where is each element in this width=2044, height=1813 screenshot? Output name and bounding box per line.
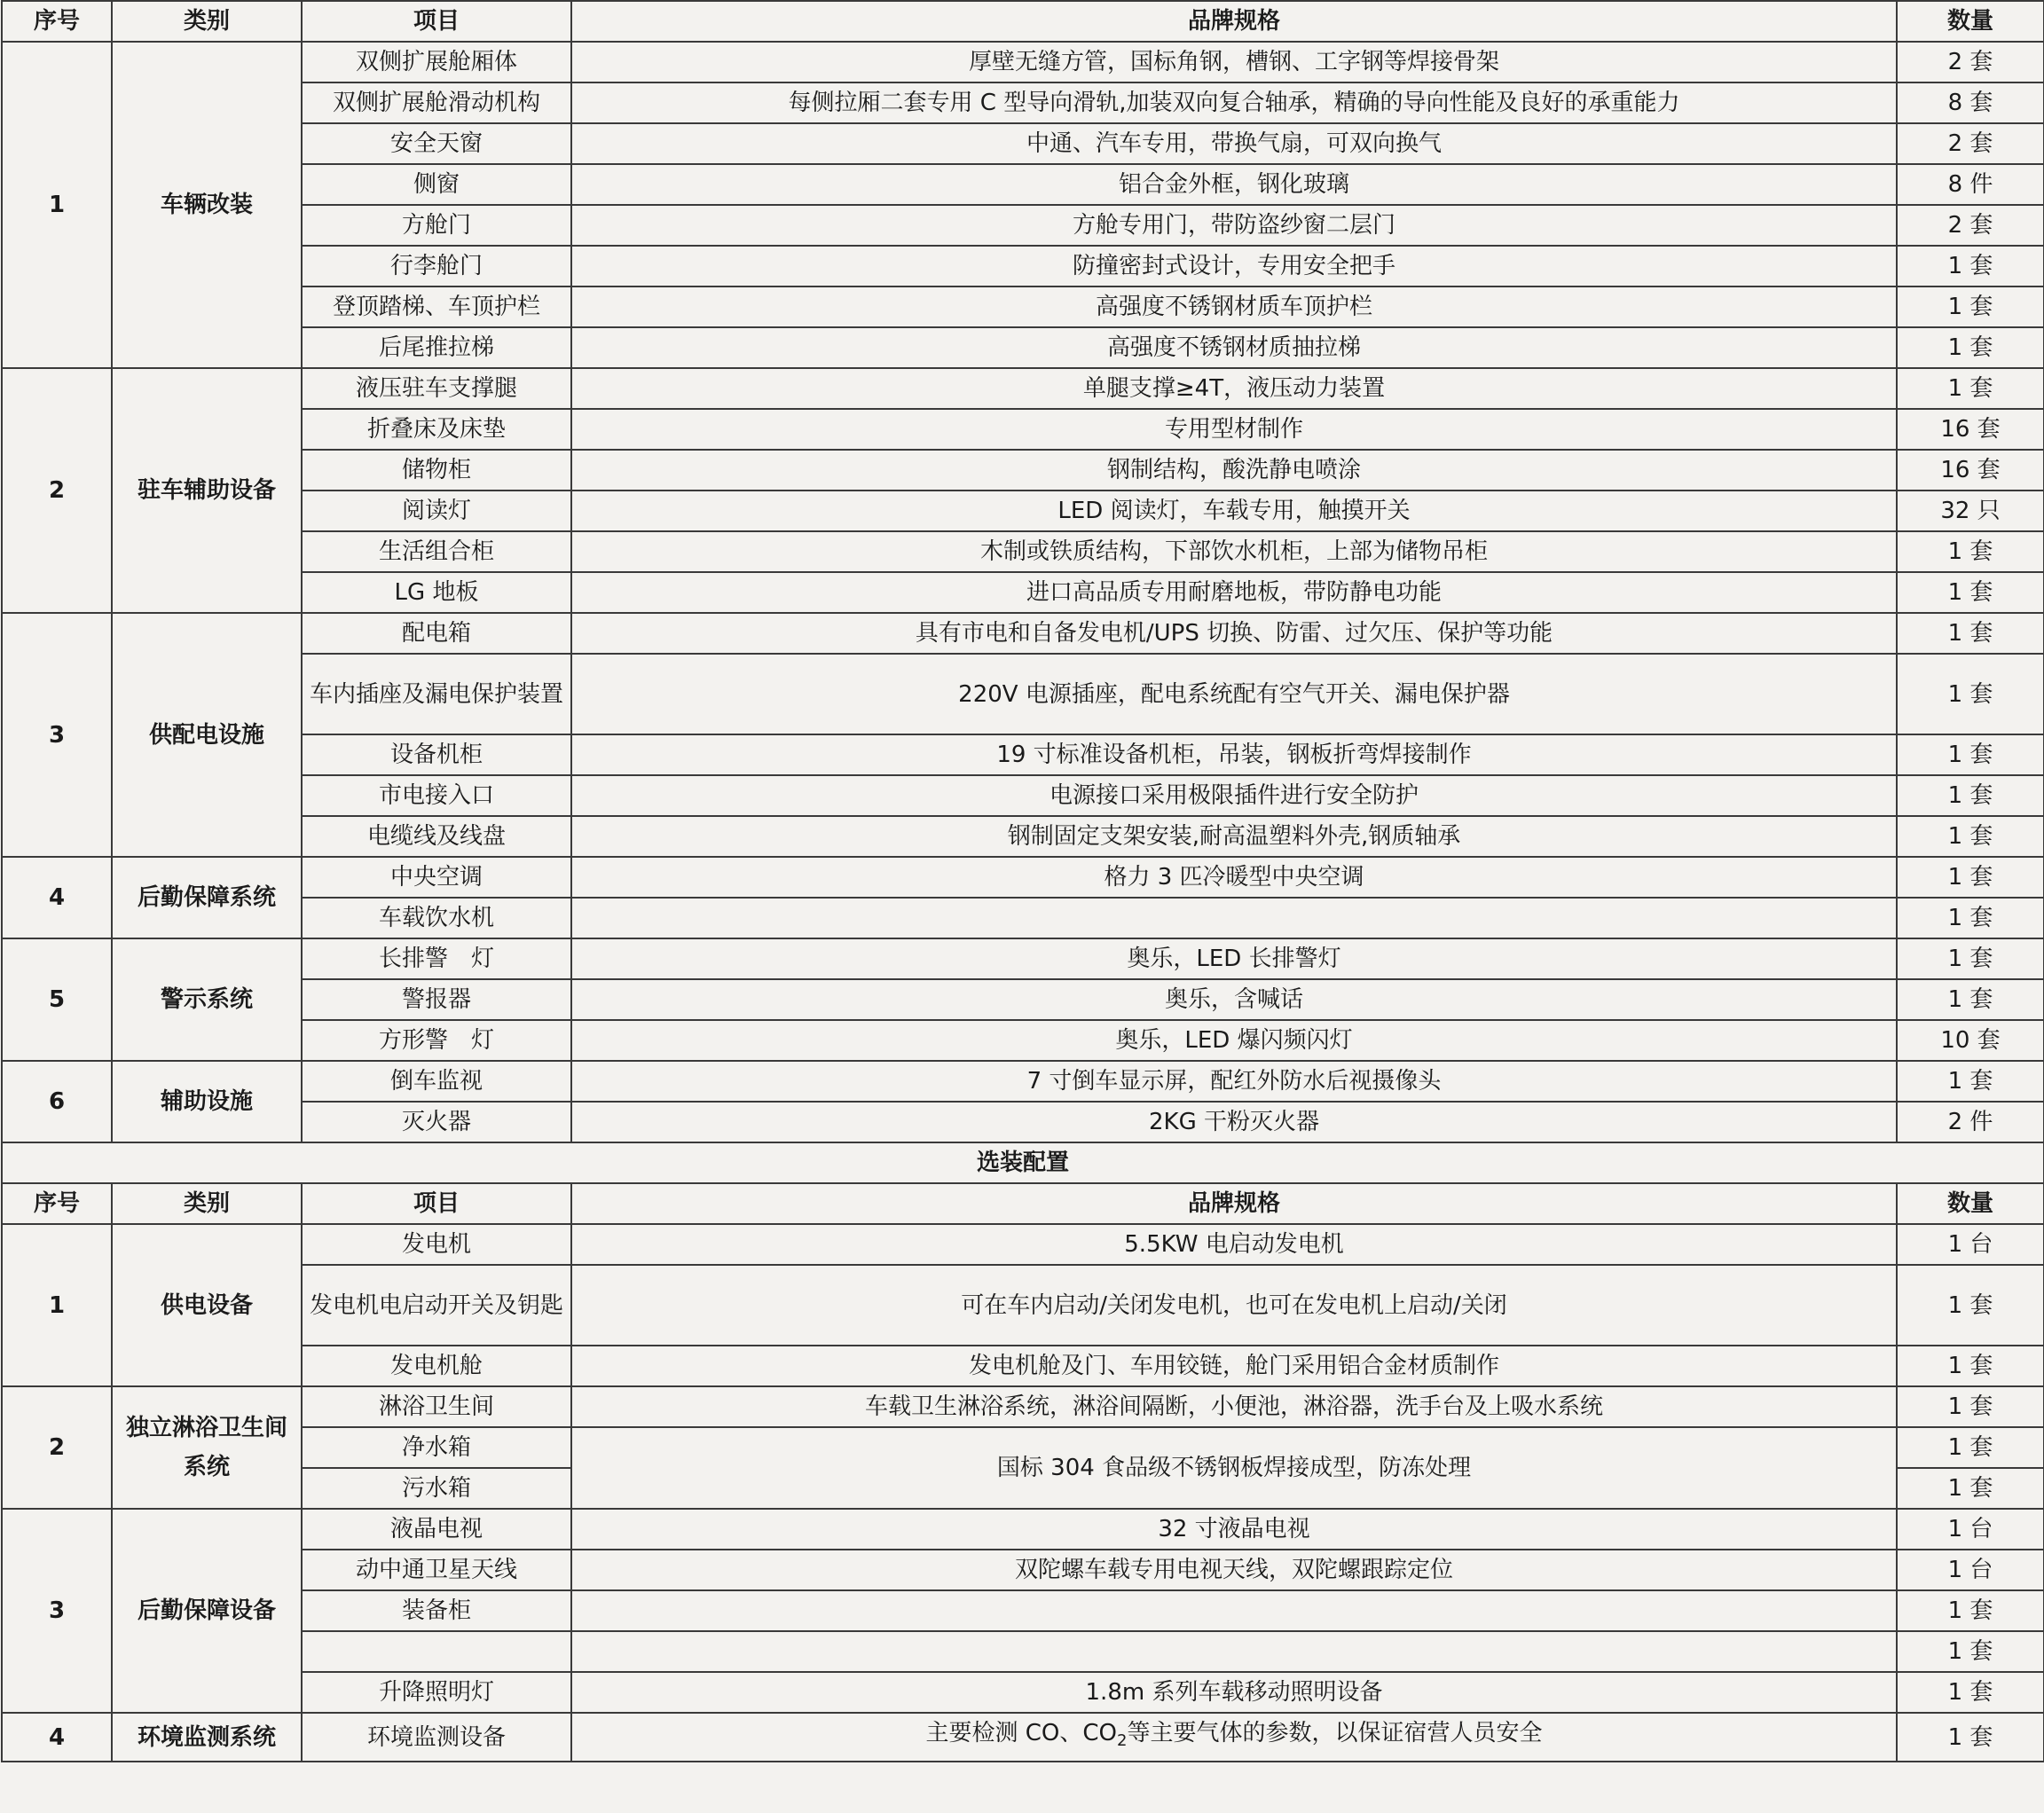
- table-row: [2, 531, 2044, 572]
- group-category: 环境监测系统: [112, 1713, 302, 1762]
- item-qty: 1 套: [1897, 938, 2044, 979]
- table-row: [2, 246, 2044, 286]
- table-row: [2, 898, 2044, 938]
- table-row: [2, 1020, 2044, 1061]
- item-name: 市电接入口: [302, 775, 571, 816]
- table-row: [2, 734, 2044, 775]
- group-number: 3: [2, 1509, 112, 1713]
- item-name: 方舱门: [302, 205, 571, 246]
- item-spec: 国标 304 食品级不锈钢板焊接成型，防冻处理: [571, 1427, 1897, 1509]
- item-qty: 1 套: [1897, 1590, 2044, 1631]
- item-spec: 奥乐，含喊话: [571, 979, 1897, 1020]
- header-row: [2, 1183, 2044, 1224]
- table-row: [2, 286, 2044, 327]
- item-qty: 8 套: [1897, 82, 2044, 123]
- item-spec: 防撞密封式设计，专用安全把手: [571, 246, 1897, 286]
- group-number: 1: [2, 1224, 112, 1386]
- item-spec: 厚壁无缝方管，国标角钢，槽钢、工字钢等焊接骨架: [571, 42, 1897, 82]
- table-row: [2, 1386, 2044, 1427]
- table-row: [2, 1590, 2044, 1631]
- spec-text-part: 主要检测 CO、CO: [925, 1720, 1118, 1746]
- group-category: 驻车辅助设备: [112, 368, 302, 613]
- table-row: [2, 1346, 2044, 1386]
- item-qty: 1 套: [1897, 613, 2044, 654]
- item-spec: 钢制结构，酸洗静电喷涂: [571, 450, 1897, 491]
- item-qty: 1 套: [1897, 734, 2044, 775]
- table-row: [2, 613, 2044, 654]
- header-item: 项目: [302, 1183, 571, 1224]
- header-row: [2, 1, 2044, 42]
- group-category: 供配电设施: [112, 613, 302, 857]
- item-name: 灭火器: [302, 1102, 571, 1142]
- item-spec: 电源接口采用极限插件进行安全防护: [571, 775, 1897, 816]
- item-spec: 奥乐，LED 爆闪频闪灯: [571, 1020, 1897, 1061]
- item-spec: 发电机舱及门、车用铰链，舱门采用铝合金材质制作: [571, 1346, 1897, 1386]
- item-spec: [571, 898, 1897, 938]
- table-row: [2, 1672, 2044, 1713]
- item-spec: 高强度不锈钢材质抽拉梯: [571, 327, 1897, 368]
- item-qty: 1 套: [1897, 1386, 2044, 1427]
- table-row: [2, 1265, 2044, 1346]
- table-row: [2, 450, 2044, 491]
- header-category: 类别: [112, 1183, 302, 1224]
- item-spec: 32 寸液晶电视: [571, 1509, 1897, 1550]
- table-row: [2, 1102, 2044, 1142]
- optional-section-title: 选装配置: [2, 1142, 2044, 1183]
- header-qty: 数量: [1897, 1183, 2044, 1224]
- item-spec: 单腿支撑≥4T，液压动力装置: [571, 368, 1897, 409]
- item-qty: 1 套: [1897, 1427, 2044, 1468]
- item-spec: LED 阅读灯，车载专用，触摸开关: [571, 491, 1897, 531]
- group-category: 车辆改装: [112, 42, 302, 368]
- item-qty: 1 套: [1897, 816, 2044, 857]
- group-number: 6: [2, 1061, 112, 1142]
- item-qty: 16 套: [1897, 450, 2044, 491]
- group-category: 供电设备: [112, 1224, 302, 1386]
- item-name: LG 地板: [302, 572, 571, 613]
- item-name: 污水箱: [302, 1468, 571, 1509]
- group-number: 1: [2, 42, 112, 368]
- item-name: 动中通卫星天线: [302, 1550, 571, 1590]
- item-spec: 奥乐，LED 长排警灯: [571, 938, 1897, 979]
- item-name: 行李舱门: [302, 246, 571, 286]
- item-name: 设备机柜: [302, 734, 571, 775]
- group-category: 后勤保障系统: [112, 857, 302, 938]
- header-spec: 品牌规格: [571, 1183, 1897, 1224]
- table-row: [2, 327, 2044, 368]
- table-row: [2, 1224, 2044, 1265]
- item-name: 后尾推拉梯: [302, 327, 571, 368]
- item-name: 阅读灯: [302, 491, 571, 531]
- table-row: [2, 1550, 2044, 1590]
- item-spec: [571, 1590, 1897, 1631]
- group-category: 独立淋浴卫生间系统: [112, 1386, 302, 1509]
- table-row: [2, 1061, 2044, 1102]
- item-spec: 钢制固定支架安装,耐高温塑料外壳,钢质轴承: [571, 816, 1897, 857]
- table-row: [2, 123, 2044, 164]
- item-qty: 1 套: [1897, 979, 2044, 1020]
- group-number: 4: [2, 857, 112, 938]
- item-qty: 1 套: [1897, 775, 2044, 816]
- table-row: [2, 654, 2044, 734]
- item-name: [302, 1631, 571, 1672]
- group-number: 2: [2, 368, 112, 613]
- item-qty: 1 套: [1897, 286, 2044, 327]
- item-qty: 1 套: [1897, 1631, 2044, 1672]
- item-name: 车内插座及漏电保护装置: [302, 654, 571, 734]
- group-number: 5: [2, 938, 112, 1061]
- item-qty: 1 台: [1897, 1550, 2044, 1590]
- item-spec: 高强度不锈钢材质车顶护栏: [571, 286, 1897, 327]
- item-name: 储物柜: [302, 450, 571, 491]
- item-spec: 1.8m 系列车载移动照明设备: [571, 1672, 1897, 1713]
- item-qty: 1 套: [1897, 1265, 2044, 1346]
- item-name: 发电机电启动开关及钥匙: [302, 1265, 571, 1346]
- item-spec: 中通、汽车专用，带换气扇，可双向换气: [571, 123, 1897, 164]
- table-row: [2, 164, 2044, 205]
- item-spec: 每侧拉厢二套专用 C 型导向滑轨,加装双向复合轴承，精确的导向性能及良好的承重能力: [571, 82, 1897, 123]
- item-spec: 5.5KW 电启动发电机: [571, 1224, 1897, 1265]
- item-qty: 1 套: [1897, 1672, 2044, 1713]
- item-name: 折叠床及床垫: [302, 409, 571, 450]
- table-row: [2, 1427, 2044, 1468]
- item-qty: 1 套: [1897, 1713, 2044, 1762]
- item-name: 警报器: [302, 979, 571, 1020]
- group-number: 4: [2, 1713, 112, 1762]
- item-qty: 8 件: [1897, 164, 2044, 205]
- item-qty: 1 台: [1897, 1224, 2044, 1265]
- table-row: [2, 1713, 2044, 1762]
- item-name: 侧窗: [302, 164, 571, 205]
- item-qty: 1 套: [1897, 857, 2044, 898]
- table-row: [2, 205, 2044, 246]
- item-spec: 具有市电和自备发电机/UPS 切换、防雷、过欠压、保护等功能: [571, 613, 1897, 654]
- table-row: [2, 938, 2044, 979]
- table-row: [2, 816, 2044, 857]
- item-qty: 2 套: [1897, 205, 2044, 246]
- item-name: 液晶电视: [302, 1509, 571, 1550]
- item-qty: 2 套: [1897, 123, 2044, 164]
- item-name: 登顶踏梯、车顶护栏: [302, 286, 571, 327]
- table-row: [2, 491, 2044, 531]
- item-qty: 32 只: [1897, 491, 2044, 531]
- item-name: 环境监测设备: [302, 1713, 571, 1762]
- item-qty: 10 套: [1897, 1020, 2044, 1061]
- item-name: 净水箱: [302, 1427, 571, 1468]
- spec-subscript: 2: [1117, 1731, 1128, 1751]
- item-spec: 可在车内启动/关闭发电机，也可在发电机上启动/关闭: [571, 1265, 1897, 1346]
- item-name: 液压驻车支撑腿: [302, 368, 571, 409]
- item-qty: 1 套: [1897, 654, 2044, 734]
- table-row: [2, 1631, 2044, 1672]
- item-name: 生活组合柜: [302, 531, 571, 572]
- item-spec: 双陀螺车载专用电视天线，双陀螺跟踪定位: [571, 1550, 1897, 1590]
- item-name: 倒车监视: [302, 1061, 571, 1102]
- item-qty: 1 套: [1897, 1468, 2044, 1509]
- header-item: 项目: [302, 1, 571, 42]
- item-name: 中央空调: [302, 857, 571, 898]
- item-spec: 铝合金外框，钢化玻璃: [571, 164, 1897, 205]
- item-spec: 专用型材制作: [571, 409, 1897, 450]
- item-qty: 1 套: [1897, 246, 2044, 286]
- item-spec: 7 寸倒车显示屏，配红外防水后视摄像头: [571, 1061, 1897, 1102]
- group-category: 警示系统: [112, 938, 302, 1061]
- item-name: 淋浴卫生间: [302, 1386, 571, 1427]
- item-spec: [571, 1631, 1897, 1672]
- spec-text-part: 等主要气体的参数，以保证宿营人员安全: [1127, 1720, 1543, 1746]
- item-name: 双侧扩展舱滑动机构: [302, 82, 571, 123]
- item-qty: 1 套: [1897, 1346, 2044, 1386]
- item-qty: 1 台: [1897, 1509, 2044, 1550]
- item-name: 装备柜: [302, 1590, 571, 1631]
- header-spec: 品牌规格: [571, 1, 1897, 42]
- item-qty: 2 件: [1897, 1102, 2044, 1142]
- group-category: 辅助设施: [112, 1061, 302, 1142]
- header-category: 类别: [112, 1, 302, 42]
- header-qty: 数量: [1897, 1, 2044, 42]
- item-qty: 1 套: [1897, 327, 2044, 368]
- item-name: 长排警 灯: [302, 938, 571, 979]
- item-name: 发电机: [302, 1224, 571, 1265]
- item-name: 安全天窗: [302, 123, 571, 164]
- table-row: [2, 1509, 2044, 1550]
- item-name: 车载饮水机: [302, 898, 571, 938]
- item-qty: 1 套: [1897, 572, 2044, 613]
- item-spec: 方舱专用门，带防盗纱窗二层门: [571, 205, 1897, 246]
- table-row: [2, 979, 2044, 1020]
- item-qty: 16 套: [1897, 409, 2044, 450]
- item-name: 方形警 灯: [302, 1020, 571, 1061]
- item-spec: 进口高品质专用耐磨地板，带防静电功能: [571, 572, 1897, 613]
- item-spec: 2KG 干粉灭火器: [571, 1102, 1897, 1142]
- item-spec: 木制或铁质结构，下部饮水机柜，上部为储物吊柜: [571, 531, 1897, 572]
- item-name: 配电箱: [302, 613, 571, 654]
- section-title-row: [2, 1142, 2044, 1183]
- item-qty: 1 套: [1897, 368, 2044, 409]
- table-row: [2, 775, 2044, 816]
- item-spec: 19 寸标准设备机柜，吊装，钢板折弯焊接制作: [571, 734, 1897, 775]
- item-qty: 2 套: [1897, 42, 2044, 82]
- item-qty: 1 套: [1897, 1061, 2044, 1102]
- group-number: 3: [2, 613, 112, 857]
- item-spec: 车载卫生淋浴系统，淋浴间隔断，小便池，淋浴器，洗手台及上吸水系统: [571, 1386, 1897, 1427]
- table-row: [2, 42, 2044, 82]
- item-spec: 格力 3 匹冷暖型中央空调: [571, 857, 1897, 898]
- table-row: [2, 409, 2044, 450]
- item-qty: 1 套: [1897, 531, 2044, 572]
- item-name: 电缆线及线盘: [302, 816, 571, 857]
- item-spec: [571, 1713, 1897, 1762]
- table-row: [2, 572, 2044, 613]
- item-qty: 1 套: [1897, 898, 2044, 938]
- header-no: 序号: [2, 1183, 112, 1224]
- table-row: [2, 857, 2044, 898]
- header-no: 序号: [2, 1, 112, 42]
- table-row: [2, 82, 2044, 123]
- item-spec: 220V 电源插座，配电系统配有空气开关、漏电保护器: [571, 654, 1897, 734]
- item-name: 升降照明灯: [302, 1672, 571, 1713]
- item-name: 发电机舱: [302, 1346, 571, 1386]
- item-name: 双侧扩展舱厢体: [302, 42, 571, 82]
- table-row: [2, 368, 2044, 409]
- spec-table: [1, 0, 2044, 1762]
- spec-table-body: [2, 1, 2044, 1762]
- group-category: 后勤保障设备: [112, 1509, 302, 1713]
- group-number: 2: [2, 1386, 112, 1509]
